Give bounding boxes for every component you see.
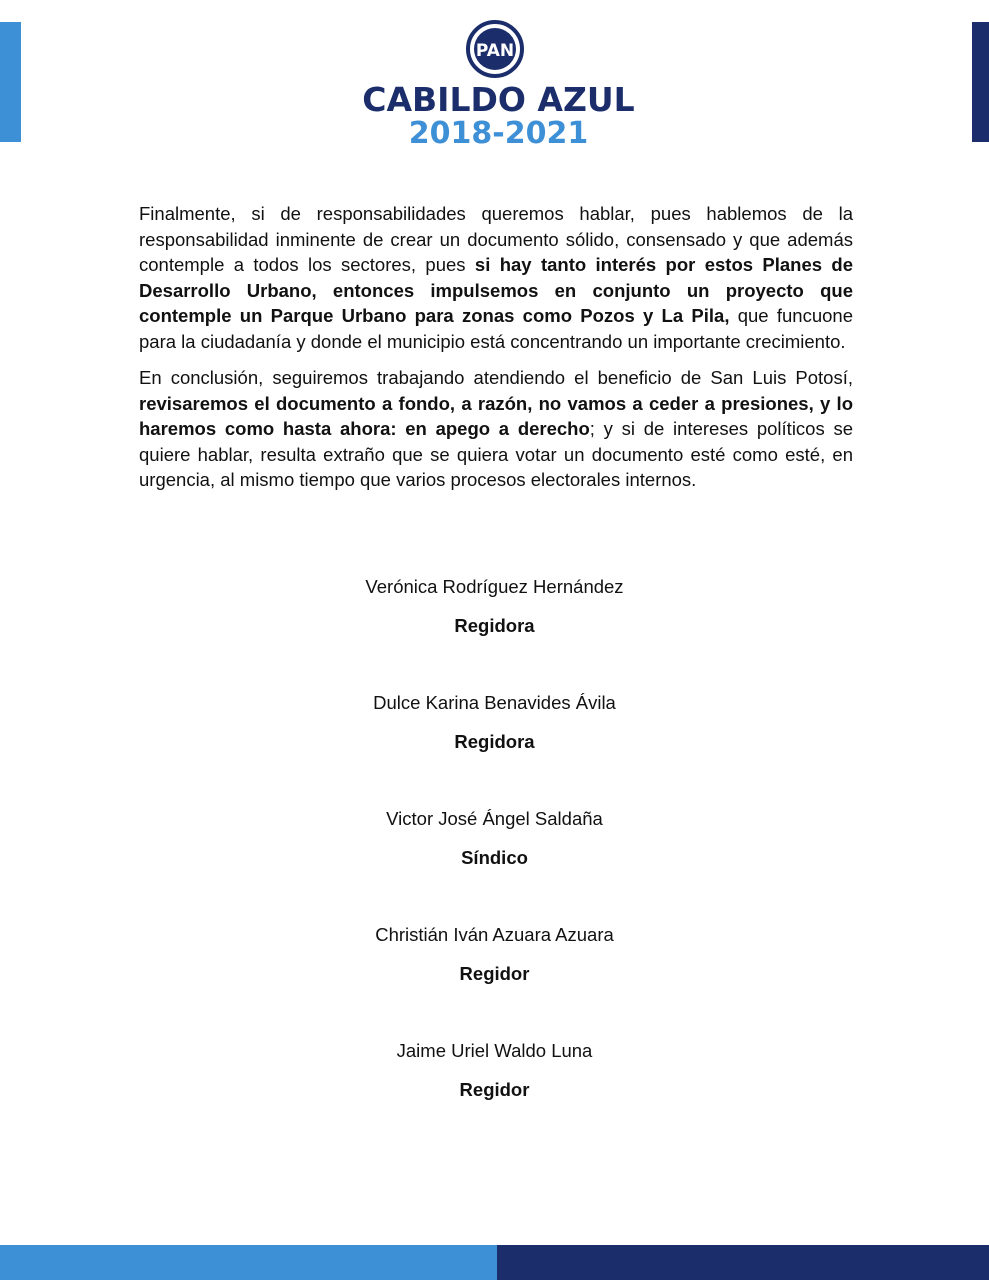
- letterhead: [0, 20, 989, 150]
- signature-entry: [0, 1038, 989, 1154]
- pan-logo: [466, 20, 524, 78]
- paragraph-1-text-c: que funcuone para la ciudadanía y donde el municipio está concentrando un importante crecimiento.: [139, 305, 853, 352]
- signatory-role: Regidora: [454, 731, 535, 752]
- paragraph-2-text-a: En conclusión, seguiremos trabajando atendiendo el beneficio de San Luis Potosí,: [139, 367, 853, 388]
- paragraph-1-text-a: Finalmente, si de responsabilidades queremos hablar, pues hablemos de la responsabilidad inminente de crear un documento sólido, consensado y que además contemple a todos los sectores, pues: [139, 203, 853, 275]
- footer-bar-dark: [497, 1245, 989, 1280]
- paragraph-2-bold: revisaremos el documento a fondo, a razón, no vamos a ceder a presiones, y lo haremos como hasta ahora: en apego a derecho: [139, 392, 853, 439]
- signature-entry: [0, 690, 989, 806]
- signatory-role: Síndico: [461, 847, 528, 868]
- signature-entry: [0, 806, 989, 922]
- paragraph-2: [139, 365, 853, 493]
- header-years: 2018-2021: [408, 116, 589, 151]
- signature-block: [0, 574, 989, 1154]
- signatory-name: Jaime Uriel Waldo Luna: [396, 1040, 593, 1061]
- signatory-role: Regidora: [454, 615, 535, 636]
- paragraph-2-text-c: ; y si de intereses políticos se quiere hablar, resulta extraño que se quiera votar un documento esté como esté, en urgencia, al mismo tiempo que varios procesos electorales internos.: [139, 418, 853, 490]
- signatory-name: Christián Iván Azuara Azuara: [375, 924, 614, 945]
- signatory-name: Dulce Karina Benavides Ávila: [373, 692, 616, 713]
- signatory-role: Regidor: [459, 963, 530, 984]
- signature-entry: [0, 922, 989, 1038]
- paragraph-1: [139, 201, 853, 354]
- header-title: CABILDO AZUL: [362, 80, 635, 119]
- letter-body: [139, 201, 853, 504]
- signature-entry: [0, 574, 989, 690]
- signatory-name: Verónica Rodríguez Hernández: [365, 576, 624, 597]
- paragraph-1-bold: si hay tanto interés por estos Planes de Desarrollo Urbano, entonces impulsemos en conjunto un proyecto que contemple un Parque Urbano para zonas como Pozos y La Pila,: [139, 254, 853, 326]
- pan-logo-text: PAN: [475, 41, 514, 61]
- signatory-role: Regidor: [459, 1079, 530, 1100]
- signatory-name: Victor José Ángel Saldaña: [386, 808, 603, 829]
- footer-bar-light: [0, 1245, 497, 1280]
